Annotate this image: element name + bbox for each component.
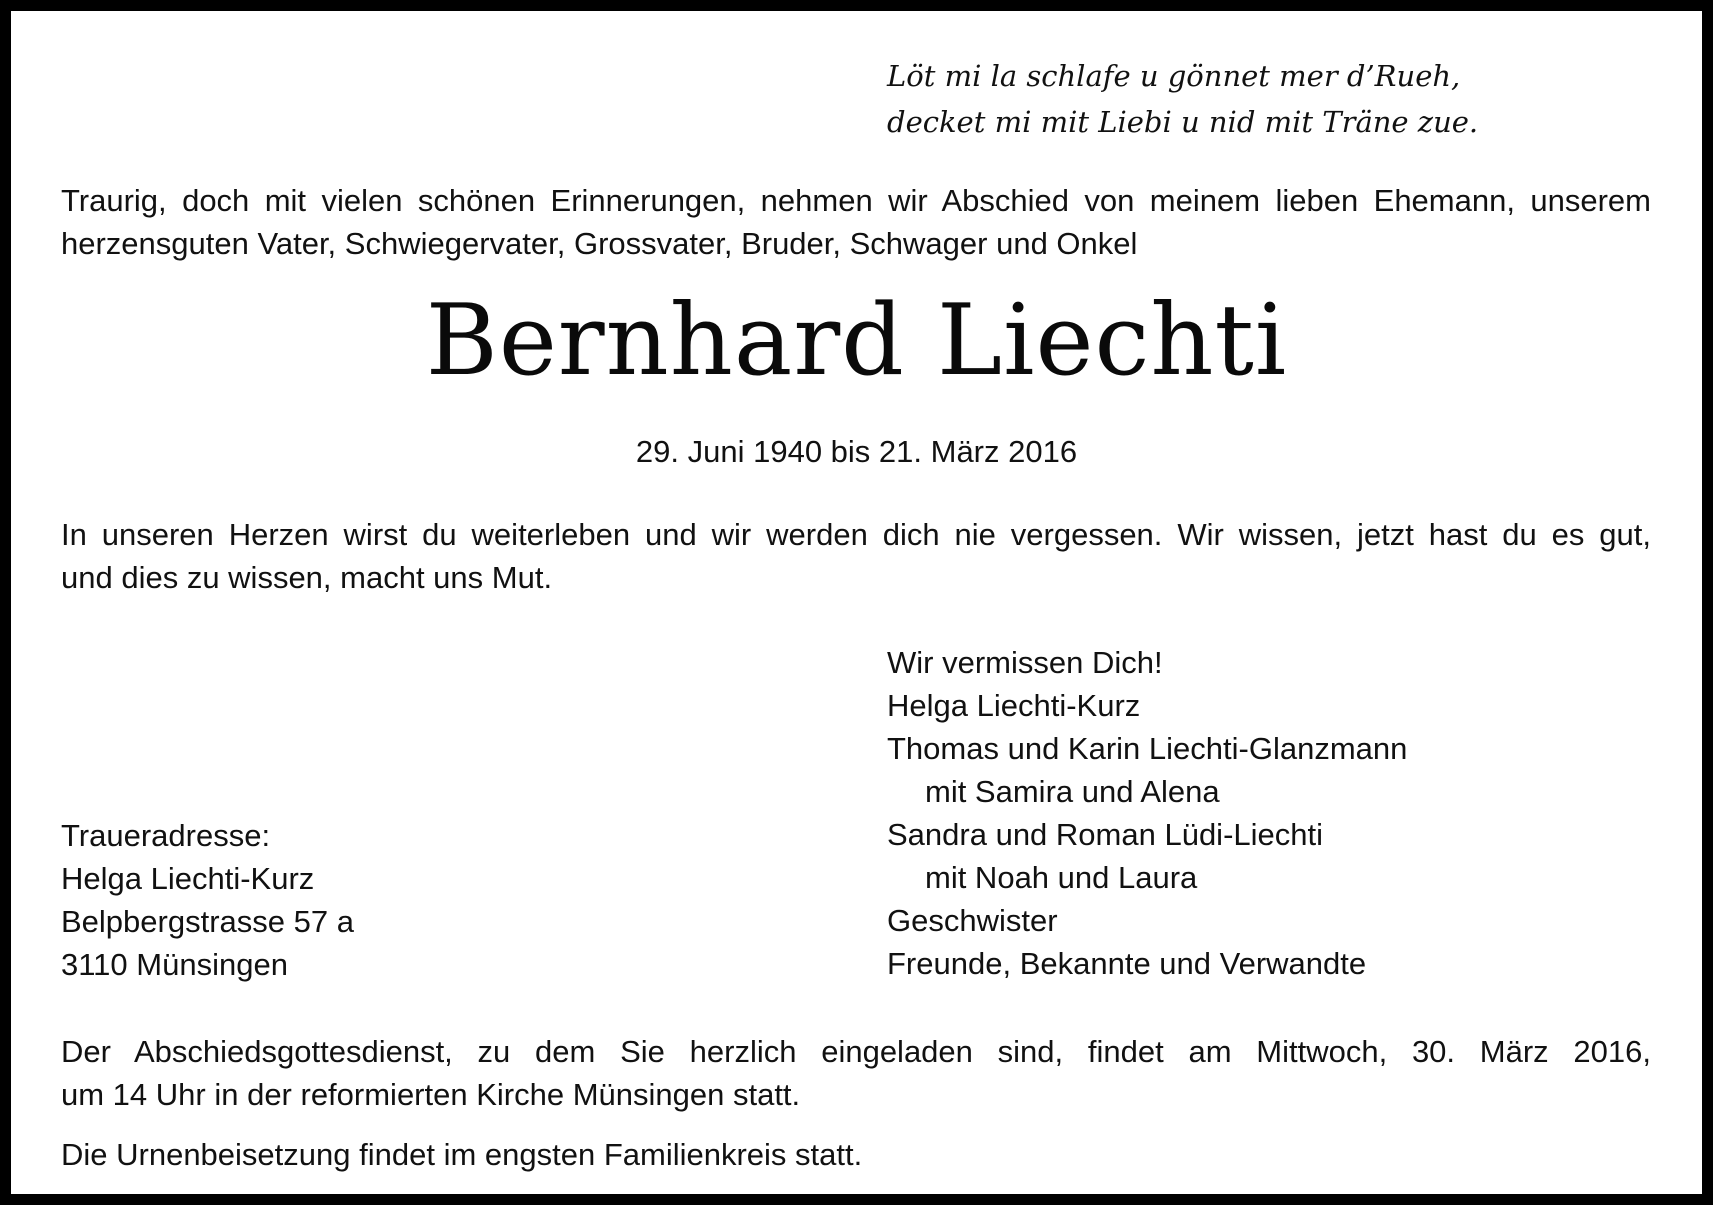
intro-line-2: herzensguten Vater, Schwiegervater, Grossvater, Bruder, Schwager und Onkel	[61, 226, 1138, 261]
service-line-1: Der Abschiedsgottesdienst, zu dem Sie herzlich eingeladen sind, findet am Mittwoch, 30. März 2016,	[61, 1034, 1651, 1069]
memorial-line-1: In unseren Herzen wirst du weiterleben und wir werden dich nie vergessen. Wir wissen, jetzt hast du es gut,	[61, 517, 1651, 552]
mourning-address	[61, 814, 354, 986]
family-member: Thomas und Karin Liechti-Glanzmann	[887, 731, 1408, 766]
family-member: Helga Liechti-Kurz	[887, 688, 1141, 723]
verse-line-2: decket mi mit Liebi u nid mit Träne zue.	[887, 105, 1479, 139]
address-name: Helga Liechti-Kurz	[61, 861, 315, 896]
family-member: Freunde, Bekannte und Verwandte	[887, 946, 1367, 981]
memorial-line-2: und dies zu wissen, macht uns Mut.	[61, 560, 553, 595]
family-member: Sandra und Roman Lüdi-Liechti	[887, 817, 1323, 852]
service-line-2: um 14 Uhr in der reformierten Kirche Münsingen statt.	[61, 1077, 801, 1112]
urn-burial-note: Die Urnenbeisetzung findet im engsten Familienkreis statt.	[61, 1137, 863, 1172]
family-member: Geschwister	[887, 903, 1058, 938]
address-city: 3110 Münsingen	[61, 947, 288, 982]
family-member: mit Samira und Alena	[925, 774, 1220, 809]
deceased-name: Bernhard Liechti	[425, 284, 1288, 398]
family-signatures	[887, 641, 1407, 985]
verse-quote	[887, 53, 1478, 145]
address-street: Belpbergstrasse 57 a	[61, 904, 354, 939]
verse-line-1: Löt mi la schlafe u gönnet mer d’Rueh,	[887, 59, 1461, 93]
address-label: Traueradresse:	[61, 818, 271, 853]
intro-line-1: Traurig, doch mit vielen schönen Erinnerungen, nehmen wir Abschied von meinem lieben Ehemann, unserem	[61, 183, 1651, 218]
family-member: mit Noah und Laura	[925, 860, 1198, 895]
family-heading: Wir vermissen Dich!	[887, 645, 1163, 680]
life-dates: 29. Juni 1940 bis 21. März 2016	[635, 434, 1078, 469]
